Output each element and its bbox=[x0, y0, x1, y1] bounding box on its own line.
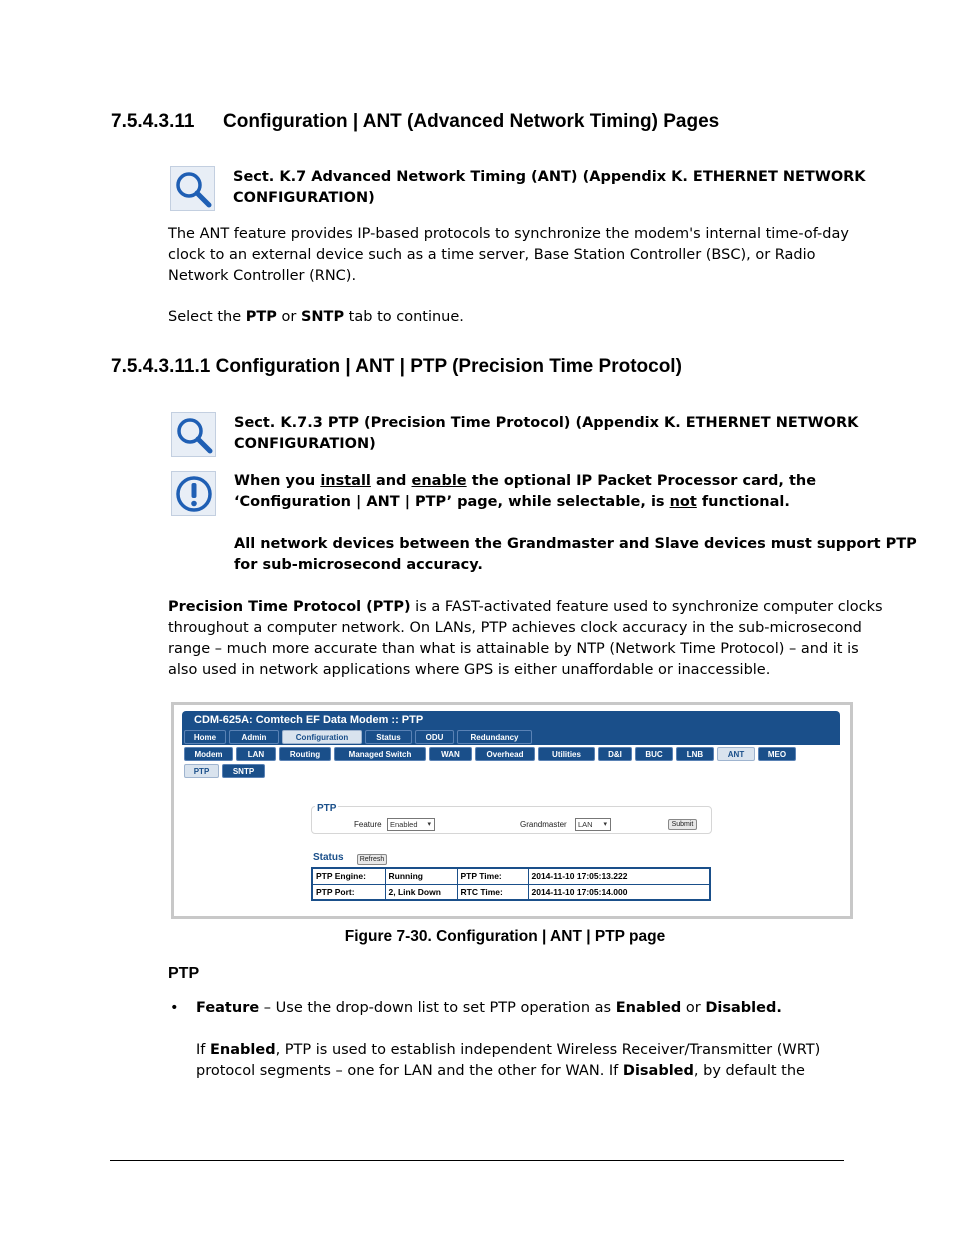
ref2-line2: CONFIGURATION) bbox=[234, 436, 376, 452]
ptp-desc-l1: is a FAST-activated feature used to synchronize computer clocks bbox=[410, 599, 883, 615]
grandmaster-select-value: LAN bbox=[578, 820, 593, 829]
ptp-term: Precision Time Protocol (PTP) bbox=[168, 599, 411, 615]
feature-bullet bbox=[196, 998, 820, 1082]
window-title: CDM-625A: Comtech EF Data Modem :: PTP bbox=[182, 711, 840, 729]
notice-enable: enable bbox=[411, 473, 467, 489]
select-or: or bbox=[276, 309, 301, 325]
ptp-desc-line3: range – much more accurate than what is attainable by NTP (Network Time Protocol) – and it is bbox=[168, 641, 859, 657]
feature-bullet-line2 bbox=[196, 1040, 820, 1061]
notice-not: not bbox=[669, 494, 697, 510]
select-text-2: tab to continue. bbox=[344, 309, 464, 325]
notice-line1 bbox=[234, 471, 917, 492]
notice-l1-b: the optional IP Packet Processor card, the bbox=[466, 473, 817, 489]
bullet-p2-enabled: Enabled bbox=[210, 1042, 276, 1058]
tab-status[interactable]: Status bbox=[365, 730, 412, 744]
tab-sntp[interactable]: SNTP bbox=[222, 764, 265, 778]
ptp-desc-line4: also used in network applications where GPS is either unaffordable or inaccessible. bbox=[168, 662, 771, 678]
bullet-disabled: Disabled. bbox=[705, 1000, 782, 1016]
tab-ptp[interactable]: PTP bbox=[184, 764, 219, 778]
status-cell: 2014-11-10 17:05:14.000 bbox=[528, 884, 710, 900]
section-heading bbox=[111, 111, 719, 133]
magnifier-icon bbox=[170, 166, 215, 211]
bullet-p2-a: If bbox=[196, 1042, 210, 1058]
ptp-desc-line1 bbox=[168, 597, 883, 618]
tab-meo[interactable]: MEO bbox=[758, 747, 796, 761]
tab-utilities[interactable]: Utilities bbox=[538, 747, 595, 761]
tab-lnb[interactable]: LNB bbox=[676, 747, 714, 761]
notice-l2-a: ‘Configuration | ANT | PTP’ page, while selectable, is bbox=[234, 494, 670, 510]
ref1-line1: Sect. K.7 Advanced Network Timing (ANT) (Appendix K. ETHERNET NETWORK bbox=[233, 169, 866, 185]
feature-bullet-line3 bbox=[196, 1061, 820, 1082]
tab-modem[interactable]: Modem bbox=[184, 747, 233, 761]
bullet-or: or bbox=[681, 1000, 706, 1016]
feature-select-value: Enabled bbox=[390, 820, 418, 829]
reference-note-1 bbox=[233, 167, 866, 209]
select-text-1: Select the bbox=[168, 309, 246, 325]
intro-line3: Network Controller (RNC). bbox=[168, 268, 357, 284]
tab-routing[interactable]: Routing bbox=[279, 747, 331, 761]
tab-managed-switch[interactable]: Managed Switch bbox=[334, 747, 426, 761]
grandmaster-select[interactable] bbox=[575, 818, 611, 831]
notice-text bbox=[234, 471, 917, 576]
tab-d-and-i[interactable]: D&I bbox=[598, 747, 632, 761]
intro-line1: The ANT feature provides IP-based protocols to synchronize the modem's internal time-of-day bbox=[168, 226, 849, 242]
ref1-line2: CONFIGURATION) bbox=[233, 190, 375, 206]
bullet-enabled: Enabled bbox=[615, 1000, 682, 1016]
refresh-button[interactable]: Refresh bbox=[357, 854, 387, 865]
notice-l1-a: When you bbox=[234, 473, 321, 489]
ptp-group-legend: PTP bbox=[317, 803, 337, 814]
section-title: Configuration | ANT (Advanced Network Timing) Pages bbox=[223, 111, 720, 132]
tab-admin[interactable]: Admin bbox=[229, 730, 279, 744]
table-row bbox=[312, 868, 710, 884]
status-legend: Status bbox=[313, 852, 344, 863]
tab-overhead[interactable]: Overhead bbox=[475, 747, 535, 761]
status-cell: RTC Time: bbox=[457, 884, 528, 900]
select-instruction bbox=[168, 307, 464, 328]
tab-ant[interactable]: ANT bbox=[717, 747, 755, 761]
table-row bbox=[312, 884, 710, 900]
notice-line3: All network devices between the Grandmaster and Slave devices must support PTP bbox=[234, 536, 917, 552]
bullet-p2-l2-a: protocol segments – one for LAN and the other for WAN. If bbox=[196, 1063, 623, 1079]
chevron-down-icon: ▾ bbox=[427, 821, 431, 828]
notice-line2 bbox=[234, 492, 917, 513]
intro-line2: clock to an external device such as a time server, Base Station Controller (BSC), or Radio bbox=[168, 247, 816, 263]
magnifier-icon bbox=[171, 412, 216, 457]
notice-and: and bbox=[370, 473, 412, 489]
subsection-heading: 7.5.4.3.11.1 Configuration | ANT | PTP (Precision Time Protocol) bbox=[111, 356, 682, 377]
tab-lan[interactable]: LAN bbox=[236, 747, 276, 761]
status-cell: 2, Link Down bbox=[385, 884, 457, 900]
tab-buc[interactable]: BUC bbox=[635, 747, 673, 761]
status-table bbox=[311, 867, 711, 901]
exclamation-icon bbox=[171, 471, 216, 516]
status-cell: Running bbox=[385, 868, 457, 884]
status-cell: PTP Port: bbox=[312, 884, 385, 900]
ptp-heading: PTP bbox=[168, 965, 200, 982]
status-cell: 2014-11-10 17:05:13.222 bbox=[528, 868, 710, 884]
select-ptp: PTP bbox=[245, 309, 277, 325]
grandmaster-label: Grandmaster bbox=[520, 820, 567, 829]
tab-wan[interactable]: WAN bbox=[429, 747, 472, 761]
feature-bullet-line1 bbox=[196, 998, 820, 1019]
bullet-p2-b: , PTP is used to establish independent Wireless Receiver/Transmitter (WRT) bbox=[275, 1042, 821, 1058]
status-cell: PTP Time: bbox=[457, 868, 528, 884]
submit-button[interactable]: Submit bbox=[668, 819, 697, 830]
ref2-line1: Sect. K.7.3 PTP (Precision Time Protocol) (Appendix K. ETHERNET NETWORK bbox=[234, 415, 859, 431]
bullet-p2-disabled: Disabled bbox=[622, 1063, 694, 1079]
status-cell: PTP Engine: bbox=[312, 868, 385, 884]
ptp-desc-line2: throughout a computer network. On LANs, PTP achieves clock accuracy in the sub-microsecond bbox=[168, 620, 862, 636]
notice-line4: for sub-microsecond accuracy. bbox=[234, 557, 483, 573]
feature-term: Feature bbox=[196, 1000, 260, 1016]
bullet-l1-a: – Use the drop-down list to set PTP operation as bbox=[259, 1000, 616, 1016]
section-number: 7.5.4.3.11 bbox=[111, 111, 195, 132]
footer-divider bbox=[110, 1160, 844, 1161]
select-sntp: SNTP bbox=[300, 309, 345, 325]
reference-note-2 bbox=[234, 413, 858, 455]
chevron-down-icon: ▾ bbox=[603, 821, 607, 828]
tab-configuration[interactable]: Configuration bbox=[282, 730, 362, 744]
bullet-p2-l2-b: , by default the bbox=[693, 1063, 805, 1079]
feature-select[interactable] bbox=[387, 818, 435, 831]
notice-l2-b: functional. bbox=[696, 494, 790, 510]
tab-odu[interactable]: ODU bbox=[415, 730, 454, 744]
bullet-icon: • bbox=[170, 1000, 179, 1016]
feature-label: Feature bbox=[354, 820, 382, 829]
tab-redundancy[interactable]: Redundancy bbox=[457, 730, 532, 744]
tab-home[interactable]: Home bbox=[184, 730, 226, 744]
intro-paragraph bbox=[168, 224, 849, 287]
ptp-description bbox=[168, 597, 883, 681]
figure-caption: Figure 7-30. Configuration | ANT | PTP page bbox=[344, 928, 666, 945]
notice-install: install bbox=[320, 473, 371, 489]
